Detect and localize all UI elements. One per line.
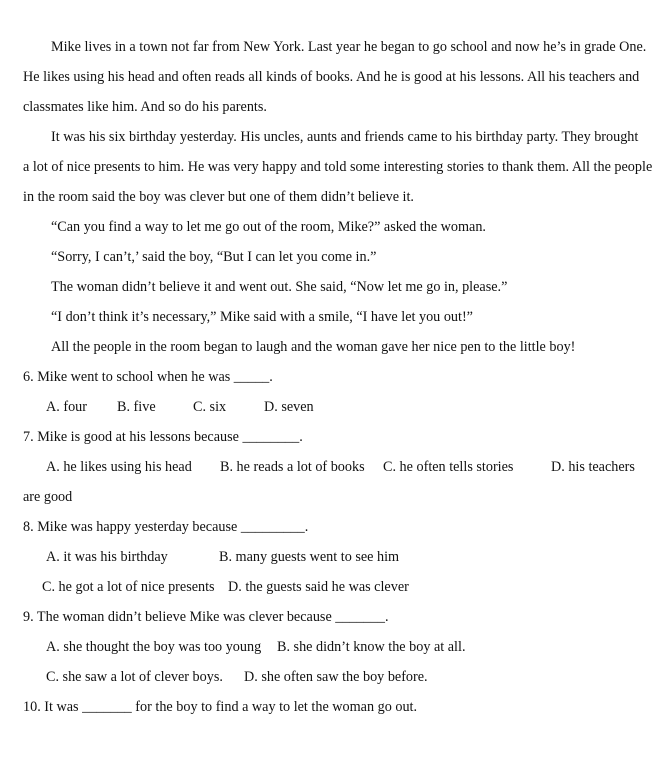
- question-9-option-b: B. she didn’t know the boy at all.: [277, 639, 466, 655]
- paragraph-2-line-1: It was his six birthday yesterday. His uncles, aunts and friends came to his birthday party. They brought: [51, 129, 639, 145]
- dialogue-line-3: The woman didn’t believe it and went out. She said, “Now let me go in, please.”: [51, 279, 508, 295]
- question-8-option-a: A. it was his birthday: [46, 549, 168, 565]
- paragraph-1-line-1: Mike lives in a town not far from New York. Last year he began to go school and now he’s in grade One.: [51, 39, 647, 55]
- dialogue-line-2: “Sorry, I can’t,’ said the boy, “But I can let you come in.”: [51, 249, 377, 265]
- question-9-option-a: A. she thought the boy was too young: [46, 639, 262, 655]
- question-6-option-c: C. six: [193, 399, 227, 415]
- question-7-option-a: A. he likes using his head: [46, 459, 192, 475]
- dialogue-line-4: “I don’t think it’s necessary,” Mike said with a smile, “I have let you out!”: [51, 309, 473, 325]
- question-9-option-c: C. she saw a lot of clever boys.: [46, 669, 223, 685]
- question-7-option-d: D. his teachers: [551, 459, 635, 475]
- dialogue-line-1: “Can you find a way to let me go out of the room, Mike?” asked the woman.: [51, 219, 486, 235]
- question-7-stem: 7. Mike is good at his lessons because ________.: [23, 429, 303, 445]
- dialogue-line-5: All the people in the room began to laugh and the woman gave her nice pen to the little boy!: [51, 339, 576, 355]
- question-8-option-b: B. many guests went to see him: [219, 549, 400, 565]
- question-6-stem: 6. Mike went to school when he was _____.: [23, 369, 273, 385]
- question-6-option-d: D. seven: [264, 399, 314, 415]
- question-10-stem: 10. It was _______ for the boy to find a way to let the woman go out.: [23, 699, 418, 715]
- question-9-stem: 9. The woman didn’t believe Mike was clever because _______.: [23, 609, 389, 625]
- question-6-option-b: B. five: [117, 399, 156, 415]
- question-6-option-a: A. four: [46, 399, 87, 415]
- question-8-option-c: C. he got a lot of nice presents: [42, 579, 215, 595]
- question-8-option-d: D. the guests said he was clever: [228, 579, 409, 595]
- paragraph-1-line-2: He likes using his head and often reads all kinds of books. And he is good at his lessons. All his teachers and: [23, 69, 640, 85]
- paragraph-2-line-3: in the room said the boy was clever but one of them didn’t believe it.: [23, 189, 414, 205]
- question-7-option-d-continuation: are good: [23, 489, 73, 505]
- paragraph-2-line-2: a lot of nice presents to him. He was very happy and told some interesting stories to thank them. All the people: [23, 159, 653, 175]
- paragraph-1-line-3: classmates like him. And so do his parents.: [23, 99, 267, 115]
- question-7-option-b: B. he reads a lot of books: [220, 459, 365, 475]
- question-8-stem: 8. Mike was happy yesterday because _________.: [23, 519, 309, 535]
- question-9-option-d: D. she often saw the boy before.: [244, 669, 428, 685]
- question-7-option-c: C. he often tells stories: [383, 459, 514, 475]
